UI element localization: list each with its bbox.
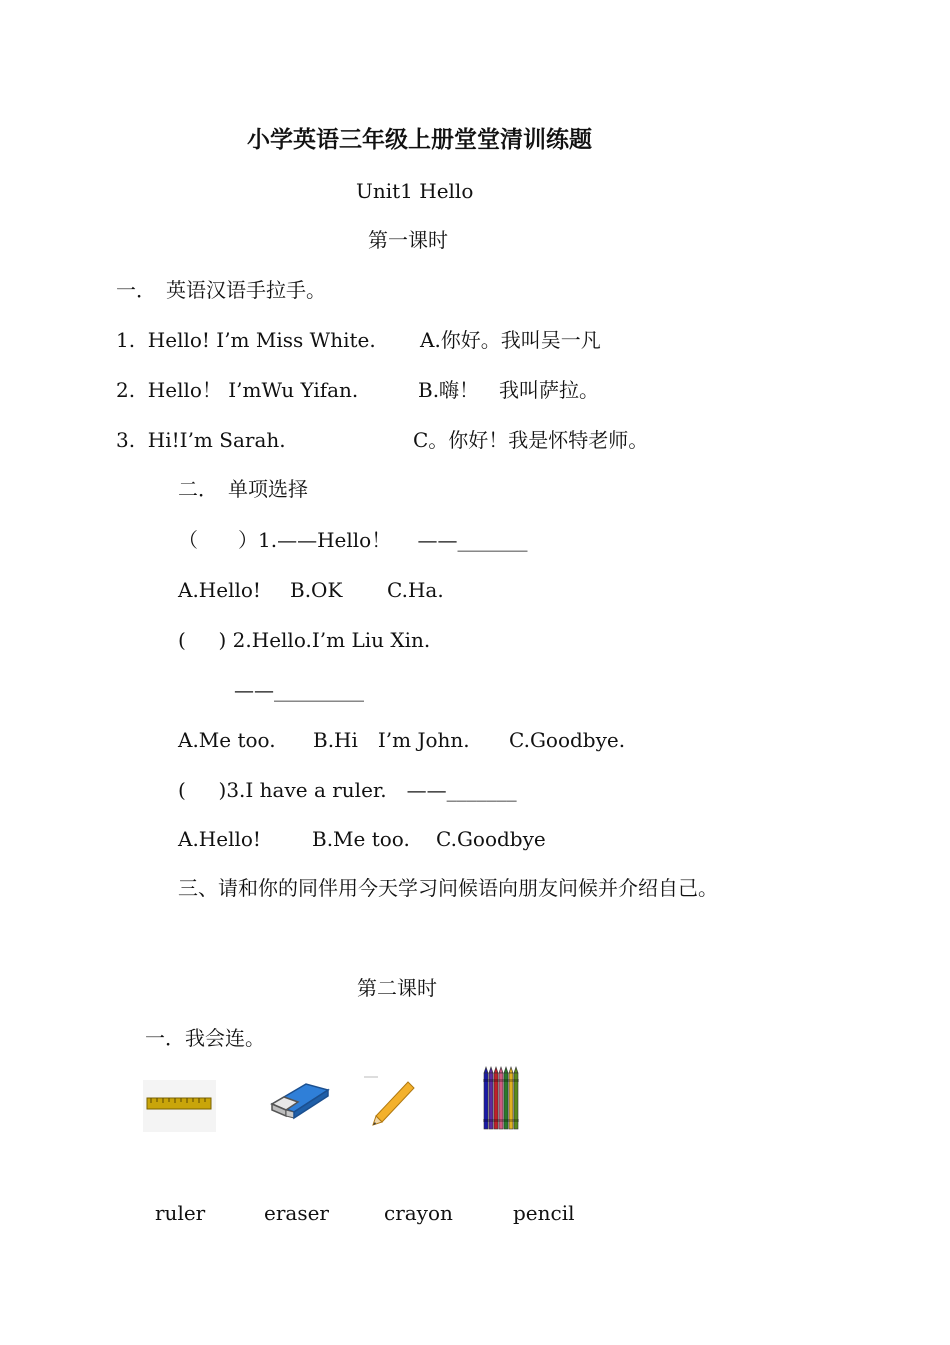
match-item-en-1: 1. Hello! I’m Miss White.: [116, 328, 376, 352]
crayon-picture: [480, 1065, 526, 1133]
q2-answer-blank: ——_________: [234, 678, 364, 702]
q2-option-a: A.Me too.: [178, 728, 276, 752]
word-eraser: eraser: [264, 1201, 329, 1225]
match-item-zh-2: B.嗨！ 我叫萨拉。: [418, 378, 600, 402]
word-pencil: pencil: [513, 1201, 575, 1225]
question-3: ( )3.I have a ruler. ——_______: [178, 778, 517, 802]
q1-option-b: B.OK: [290, 578, 343, 602]
q3-option-a: A.Hello!: [178, 827, 261, 851]
q2-option-c: C.Goodbye.: [509, 728, 626, 752]
match-item-en-3: 3. Hi!I’m Sarah.: [116, 428, 286, 452]
word-crayon: crayon: [384, 1201, 453, 1225]
unit-title: Unit1 Hello: [356, 179, 474, 203]
q3-option-b: B.Me too.: [312, 827, 410, 851]
q1-option-c: C.Ha.: [387, 578, 444, 602]
word-ruler: ruler: [155, 1201, 206, 1225]
match-item-zh-1: A.你好。我叫吴一凡: [420, 328, 601, 352]
eraser-picture: [268, 1078, 332, 1120]
q3-option-c: C.Goodbye: [436, 827, 546, 851]
q2-option-b: B.Hi I’m John.: [313, 728, 470, 752]
ruler-picture: [143, 1080, 216, 1132]
lesson1-heading: 第一课时: [368, 228, 448, 252]
part2-heading: 二． 单项选择: [178, 477, 308, 501]
lesson2-part1-heading: 一．我会连。: [145, 1026, 265, 1050]
match-item-en-2: 2. Hello！ I’mWu Yifan.: [116, 378, 359, 402]
q1-option-a: A.Hello!: [178, 578, 261, 602]
question-2: ( ) 2.Hello.I’m Liu Xin.: [178, 628, 431, 652]
lesson2-heading: 第二课时: [357, 976, 437, 1000]
part1-heading: 一． 英语汉语手拉手。: [116, 278, 326, 302]
page-title: 小学英语三年级上册堂堂清训练题: [247, 126, 592, 153]
question-1: （ ）1.——Hello！ ——_______: [178, 528, 528, 552]
pencil-picture: [364, 1076, 418, 1126]
part3-instruction: 三、请和你的同伴用今天学习问候语向朋友问候并介绍自己。: [178, 876, 718, 900]
match-item-zh-3: C。你好！我是怀特老师。: [413, 428, 649, 452]
